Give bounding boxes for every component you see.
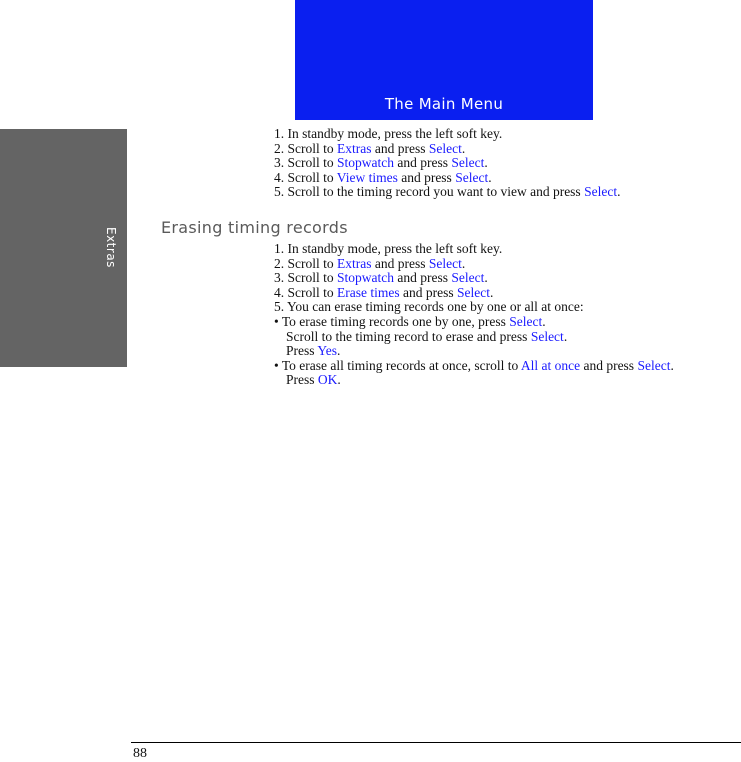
footer-divider xyxy=(131,742,741,743)
bullet-item: • To erase timing records one by one, press Select. xyxy=(274,313,546,329)
step-item: 2. Scroll to Extras and press Select. xyxy=(274,255,466,271)
step-item: 4. Scroll to Erase times and press Select. xyxy=(274,284,494,300)
menu-keyword: Select xyxy=(530,328,564,344)
menu-keyword: Select xyxy=(456,284,490,300)
section-heading: Erasing timing records xyxy=(161,218,348,237)
menu-keyword: Select xyxy=(637,357,671,373)
erase-times-steps xyxy=(274,242,674,388)
menu-keyword: Extras xyxy=(337,140,372,156)
bullet-continuation: Press OK. xyxy=(286,372,341,388)
step-item: 3. Scroll to Stopwatch and press Select. xyxy=(274,155,488,171)
menu-keyword: Stopwatch xyxy=(337,155,394,171)
chapter-tab-label: Extras xyxy=(104,227,118,268)
banner-title: The Main Menu xyxy=(384,95,504,113)
menu-keyword: Select xyxy=(455,169,489,185)
menu-banner xyxy=(295,0,593,120)
page-number: 88 xyxy=(133,746,147,761)
menu-keyword: Select xyxy=(428,255,462,271)
step-item: 5. Scroll to the timing record you want to view and press Select. xyxy=(274,184,621,200)
bullet-continuation: Scroll to the timing record to erase and press Select. xyxy=(286,328,568,344)
menu-keyword: Stopwatch xyxy=(337,270,394,286)
step-item: 2. Scroll to Extras and press Select. xyxy=(274,140,466,156)
menu-keyword: View times xyxy=(336,169,398,185)
menu-keyword: OK xyxy=(317,372,338,388)
menu-keyword: Yes xyxy=(317,343,338,359)
menu-keyword: Erase times xyxy=(337,284,400,300)
bullet-continuation: Press Yes. xyxy=(286,343,341,359)
menu-keyword: Select xyxy=(451,270,485,286)
view-times-steps xyxy=(274,127,620,200)
step-item: 3. Scroll to Stopwatch and press Select. xyxy=(274,270,488,286)
menu-keyword: Select xyxy=(428,140,462,156)
step-item: 4. Scroll to View times and press Select. xyxy=(274,169,492,185)
menu-keyword: Extras xyxy=(337,255,372,271)
menu-keyword: Select xyxy=(509,313,543,329)
step-item: 5. You can erase timing records one by one or all at once: xyxy=(274,299,584,315)
step-item: 1. In standby mode, press the left soft key. xyxy=(274,241,503,256)
menu-keyword: Select xyxy=(451,155,485,171)
menu-keyword: All at once xyxy=(520,357,581,373)
step-item: 1. In standby mode, press the left soft key. xyxy=(274,126,503,141)
menu-keyword: Select xyxy=(584,184,618,200)
bullet-item: • To erase all timing records at once, scroll to All at once and press Select. xyxy=(274,357,674,373)
